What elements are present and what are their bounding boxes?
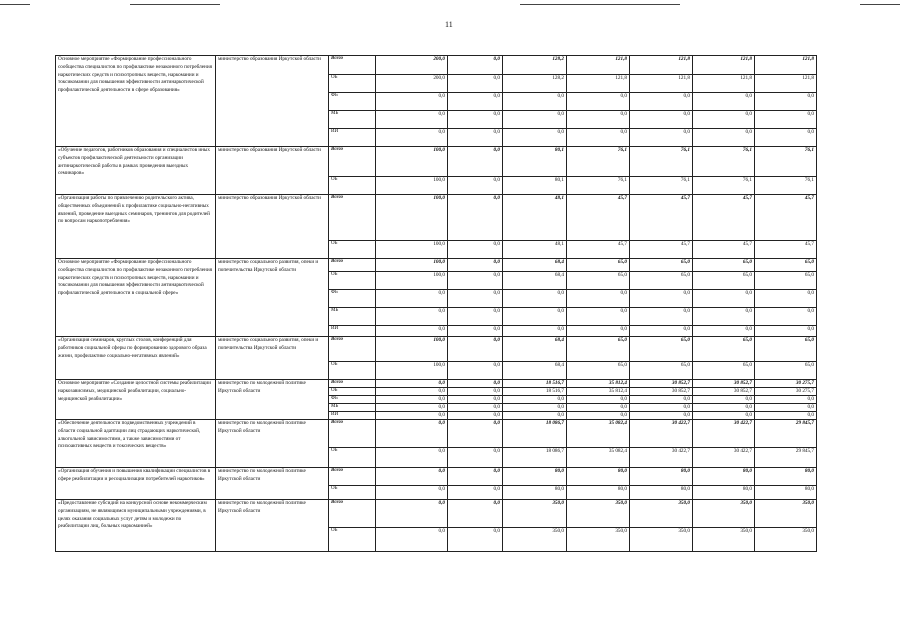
funding-source: ФБ [329, 290, 376, 308]
funding-value: 0,0 [630, 93, 693, 111]
funding-value: 65,0 [755, 272, 817, 290]
page-number: 11 [445, 20, 453, 29]
funding-source: ФБ [329, 93, 376, 111]
funding-value: 0,0 [376, 486, 448, 500]
funding-value: 0,0 [567, 290, 630, 308]
funding-value: 0,0 [448, 56, 503, 75]
funding-value: 0,0 [503, 404, 567, 412]
funding-value: 100,0 [376, 241, 448, 259]
funding-value: 121,8 [755, 56, 817, 75]
funding-value: 121,8 [567, 75, 630, 93]
funding-value: 0,0 [376, 528, 448, 552]
funding-value: 65,0 [693, 337, 755, 362]
funding-value: 0,0 [567, 404, 630, 412]
funding-value: 0,0 [755, 111, 817, 129]
funding-value: 30 852,7 [693, 380, 755, 388]
funding-value: 65,0 [693, 259, 755, 272]
funding-value: 0,0 [567, 111, 630, 129]
funding-source: ФБ [329, 396, 376, 404]
funding-value: 0,0 [630, 290, 693, 308]
funding-value: 30 275,7 [755, 388, 817, 396]
funding-value: 80,0 [630, 468, 693, 486]
funding-value: 76,1 [567, 177, 630, 195]
funding-value: 65,0 [567, 337, 630, 362]
funding-value: 0,0 [448, 195, 503, 241]
funding-value: 45,7 [567, 241, 630, 259]
funding-value: 0,0 [376, 326, 448, 337]
funding-value: 35 082,4 [567, 420, 630, 448]
funding-value: 128,2 [503, 56, 567, 75]
funding-value: 76,1 [693, 147, 755, 177]
funding-value: 48,1 [503, 241, 567, 259]
funding-value: 0,0 [503, 308, 567, 326]
funding-value: 30 422,7 [693, 420, 755, 448]
funding-source: ИИ [329, 412, 376, 420]
funding-value: 68,4 [503, 272, 567, 290]
funding-value: 80,1 [503, 177, 567, 195]
funding-source: Всего [329, 56, 376, 75]
table-row [56, 468, 817, 486]
responsible-executor: министерство по молодежной политике Иркутской области [216, 500, 329, 552]
funding-value: 0,0 [503, 111, 567, 129]
funding-value: 45,7 [693, 241, 755, 259]
funding-source: ОБ [329, 272, 376, 290]
funding-value: 30 852,7 [630, 388, 693, 396]
funding-value: 68,4 [503, 362, 567, 380]
funding-value: 30 422,7 [630, 448, 693, 468]
funding-value: 80,0 [630, 486, 693, 500]
funding-value: 80,1 [503, 147, 567, 177]
funding-value: 0,0 [448, 448, 503, 468]
funding-value: 18 086,7 [503, 420, 567, 448]
funding-value: 350,0 [693, 528, 755, 552]
funding-value: 0,0 [448, 486, 503, 500]
scan-edge-mark [860, 4, 900, 5]
funding-value: 0,0 [448, 404, 503, 412]
funding-value: 350,0 [567, 500, 630, 528]
funding-value: 0,0 [503, 396, 567, 404]
responsible-executor: министерство образования Иркутской области [216, 195, 329, 259]
funding-value: 0,0 [448, 412, 503, 420]
funding-value: 0,0 [376, 420, 448, 448]
funding-value: 0,0 [448, 468, 503, 486]
funding-value: 18 516,7 [503, 388, 567, 396]
funding-value: 65,0 [755, 362, 817, 380]
table-row [56, 56, 817, 75]
funding-value: 350,0 [503, 528, 567, 552]
funding-value: 18 086,7 [503, 448, 567, 468]
funding-value: 0,0 [693, 404, 755, 412]
funding-value: 0,0 [448, 420, 503, 448]
funding-value: 68,4 [503, 337, 567, 362]
funding-value: 200,0 [376, 56, 448, 75]
funding-value: 45,7 [630, 241, 693, 259]
funding-value: 0,0 [630, 308, 693, 326]
funding-value: 0,0 [448, 326, 503, 337]
funding-value: 0,0 [693, 412, 755, 420]
funding-value: 121,8 [567, 56, 630, 75]
funding-value: 350,0 [503, 500, 567, 528]
funding-value: 100,0 [376, 147, 448, 177]
funding-value: 65,0 [567, 362, 630, 380]
funding-value: 0,0 [448, 290, 503, 308]
funding-value: 0,0 [630, 129, 693, 147]
measure-description: «Обеспечение деятельности подведомственных учреждений в области социальной адаптации лиц страдающих наркотической, алкогольной зависимостями, а также зависимостями от психоактивных веществ и токсических веществ» [56, 420, 216, 468]
funding-value: 0,0 [503, 290, 567, 308]
funding-source: Всего [329, 420, 376, 448]
funding-value: 0,0 [693, 290, 755, 308]
budget-table-body [56, 56, 817, 552]
table-row [56, 147, 817, 177]
funding-value: 0,0 [448, 308, 503, 326]
funding-value: 65,0 [630, 362, 693, 380]
funding-value: 350,0 [755, 500, 817, 528]
scan-edge-mark [520, 4, 680, 5]
funding-value: 128,2 [503, 75, 567, 93]
funding-value: 0,0 [376, 412, 448, 420]
funding-source: ОБ [329, 448, 376, 468]
measure-description: Основное мероприятие «Формирование профессионального сообщества специалистов по профилактике незаконного потребления наркотических средств и психотропных веществ, наркомании и токсикомании для повышения эффективности антинаркотической профилактической деятельности в сфере образования» [56, 56, 216, 147]
budget-table [55, 55, 817, 552]
funding-value: 65,0 [755, 337, 817, 362]
table-row [56, 420, 817, 448]
funding-value: 76,1 [755, 147, 817, 177]
funding-source: МБ [329, 111, 376, 129]
funding-value: 350,0 [630, 500, 693, 528]
funding-value: 65,0 [693, 362, 755, 380]
funding-value: 18 516,7 [503, 380, 567, 388]
funding-value: 121,8 [693, 75, 755, 93]
funding-value: 0,0 [448, 147, 503, 177]
funding-value: 80,0 [693, 486, 755, 500]
funding-value: 100,0 [376, 177, 448, 195]
funding-value: 0,0 [376, 468, 448, 486]
funding-value: 45,7 [755, 195, 817, 241]
funding-value: 0,0 [376, 396, 448, 404]
funding-value: 121,8 [693, 56, 755, 75]
table-row [56, 259, 817, 272]
funding-value: 0,0 [630, 111, 693, 129]
funding-source: Всего [329, 380, 376, 388]
funding-value: 0,0 [448, 362, 503, 380]
funding-value: 45,7 [567, 195, 630, 241]
funding-value: 0,0 [448, 241, 503, 259]
funding-value: 0,0 [755, 290, 817, 308]
funding-value: 0,0 [630, 396, 693, 404]
funding-value: 80,0 [503, 468, 567, 486]
funding-value: 0,0 [503, 412, 567, 420]
funding-value: 0,0 [567, 326, 630, 337]
funding-value: 0,0 [567, 129, 630, 147]
funding-value: 80,0 [755, 468, 817, 486]
funding-value: 0,0 [755, 129, 817, 147]
responsible-executor: министерство по молодежной политике Иркутской области [216, 380, 329, 420]
responsible-executor: министерство социального развития, опеки и попечительства Иркутской области [216, 337, 329, 380]
funding-value: 0,0 [755, 326, 817, 337]
funding-value: 30 275,7 [755, 380, 817, 388]
responsible-executor: министерство по молодежной политике Иркутской области [216, 420, 329, 468]
funding-source: ОБ [329, 388, 376, 396]
funding-value: 0,0 [693, 308, 755, 326]
measure-description: Основное мероприятие «Формирование профессионального сообщества специалистов по профилактике незаконного потребления наркотических средств и психотропных веществ, наркомании и токсикомании для повышения эффективности антинаркотической профилактической деятельности в социальной сфере» [56, 259, 216, 337]
funding-value: 0,0 [755, 412, 817, 420]
funding-value: 0,0 [755, 396, 817, 404]
funding-value: 0,0 [448, 500, 503, 528]
funding-value: 65,0 [693, 272, 755, 290]
funding-value: 0,0 [448, 129, 503, 147]
funding-value: 30 422,7 [630, 420, 693, 448]
funding-source: Всего [329, 195, 376, 241]
funding-value: 68,4 [503, 259, 567, 272]
funding-value: 76,1 [630, 177, 693, 195]
funding-value: 0,0 [567, 93, 630, 111]
funding-value: 0,0 [448, 177, 503, 195]
funding-value: 0,0 [448, 111, 503, 129]
measure-description: «Организация обучения и повышения квалификации специалистов в сфере реабилитации и ресоциализации потребителей наркотиков» [56, 468, 216, 500]
scan-edge-mark [0, 4, 30, 5]
funding-value: 0,0 [693, 93, 755, 111]
funding-value: 0,0 [693, 326, 755, 337]
funding-source: Всего [329, 468, 376, 486]
funding-value: 0,0 [693, 129, 755, 147]
funding-value: 0,0 [376, 290, 448, 308]
funding-value: 80,0 [755, 486, 817, 500]
funding-value: 0,0 [693, 111, 755, 129]
funding-value: 35 082,4 [567, 448, 630, 468]
funding-value: 350,0 [693, 500, 755, 528]
funding-value: 0,0 [376, 93, 448, 111]
funding-value: 45,7 [755, 241, 817, 259]
measure-description: «Организация работы по привлечению родительского актива, общественных объединений к профилактике социально-негативных явлений, проведение выездных семинаров, тренингов для родителей по вопросам наркопотребления» [56, 195, 216, 259]
responsible-executor: министерство образования Иркутской области [216, 56, 329, 147]
funding-value: 0,0 [448, 528, 503, 552]
funding-source: ОБ [329, 75, 376, 93]
responsible-executor: министерство по молодежной политике Иркутской области [216, 468, 329, 500]
funding-value: 0,0 [448, 388, 503, 396]
funding-value: 0,0 [376, 500, 448, 528]
funding-value: 76,1 [755, 177, 817, 195]
funding-value: 200,0 [376, 75, 448, 93]
funding-value: 0,0 [755, 404, 817, 412]
funding-value: 45,7 [693, 195, 755, 241]
funding-value: 0,0 [448, 337, 503, 362]
funding-value: 0,0 [503, 93, 567, 111]
funding-source: МБ [329, 308, 376, 326]
funding-value: 0,0 [448, 93, 503, 111]
funding-value: 0,0 [376, 388, 448, 396]
funding-value: 0,0 [376, 380, 448, 388]
funding-value: 35 812,4 [567, 380, 630, 388]
funding-value: 100,0 [376, 337, 448, 362]
table-row [56, 195, 817, 241]
funding-value: 0,0 [448, 75, 503, 93]
measure-description: «Организация семинаров, круглых столов, конференций для работников социальной сферы по формированию здорового образа жизни, профилактике социально-негативных явлений» [56, 337, 216, 380]
funding-value: 65,0 [630, 337, 693, 362]
funding-value: 350,0 [630, 528, 693, 552]
funding-value: 121,8 [755, 75, 817, 93]
funding-value: 65,0 [630, 272, 693, 290]
responsible-executor: министерство социального развития, опеки и попечительства Иркутской области [216, 259, 329, 337]
funding-value: 0,0 [503, 129, 567, 147]
funding-value: 65,0 [567, 259, 630, 272]
funding-source: ОБ [329, 486, 376, 500]
funding-source: ОБ [329, 241, 376, 259]
funding-value: 121,8 [630, 56, 693, 75]
funding-value: 350,0 [755, 528, 817, 552]
funding-value: 0,0 [376, 129, 448, 147]
funding-value: 0,0 [448, 259, 503, 272]
measure-description: «Обучение педагогов, работников образования и специалистов иных субъектов профилактической деятельности организации антинаркотической работы в рамках проведения выездных семинаров» [56, 147, 216, 195]
funding-value: 30 852,7 [630, 380, 693, 388]
funding-source: МБ [329, 404, 376, 412]
funding-value: 121,8 [630, 75, 693, 93]
funding-value: 0,0 [567, 308, 630, 326]
funding-value: 0,0 [755, 308, 817, 326]
funding-value: 80,0 [693, 468, 755, 486]
funding-source: Всего [329, 500, 376, 528]
measure-description: «Предоставление субсидий на конкурсной основе некоммерческим организациям, не являющимся муниципальными учреждениями, в целях оказания социальных услуг детям и молодежи по реабилитации лиц, больных наркоманией» [56, 500, 216, 552]
funding-value: 0,0 [693, 396, 755, 404]
funding-value: 65,0 [755, 259, 817, 272]
funding-value: 350,0 [567, 528, 630, 552]
funding-value: 0,0 [755, 93, 817, 111]
funding-value: 0,0 [448, 380, 503, 388]
funding-value: 30 422,7 [693, 448, 755, 468]
funding-value: 80,0 [503, 486, 567, 500]
funding-source: ИИ [329, 129, 376, 147]
funding-value: 0,0 [376, 404, 448, 412]
funding-value: 65,0 [567, 272, 630, 290]
funding-value: 48,1 [503, 195, 567, 241]
funding-value: 76,1 [567, 147, 630, 177]
responsible-executor: министерство образования Иркутской области [216, 147, 329, 195]
funding-value: 80,0 [567, 468, 630, 486]
funding-source: ОБ [329, 362, 376, 380]
funding-value: 0,0 [567, 412, 630, 420]
funding-value: 0,0 [448, 272, 503, 290]
table-row [56, 380, 817, 388]
funding-source: ОБ [329, 177, 376, 195]
funding-value: 30 852,7 [693, 388, 755, 396]
funding-value: 0,0 [567, 396, 630, 404]
funding-source: ИИ [329, 326, 376, 337]
measure-description: Основное мероприятие «Создание целостной системы реабилитации наркозависимых, медицинской реабилитации, социально-медицинской реабилитации» [56, 380, 216, 420]
funding-value: 0,0 [630, 326, 693, 337]
table-row [56, 337, 817, 362]
funding-value: 0,0 [448, 396, 503, 404]
funding-value: 0,0 [630, 412, 693, 420]
scan-edge-mark [130, 4, 220, 5]
funding-value: 100,0 [376, 362, 448, 380]
funding-value: 35 812,4 [567, 388, 630, 396]
funding-value: 29 845,7 [755, 420, 817, 448]
funding-source: ОБ [329, 528, 376, 552]
funding-value: 100,0 [376, 272, 448, 290]
funding-source: Всего [329, 337, 376, 362]
funding-value: 0,0 [376, 111, 448, 129]
funding-value: 0,0 [376, 448, 448, 468]
funding-value: 29 845,7 [755, 448, 817, 468]
funding-value: 0,0 [630, 404, 693, 412]
funding-value: 100,0 [376, 259, 448, 272]
funding-value: 100,0 [376, 195, 448, 241]
funding-value: 76,1 [693, 177, 755, 195]
table-row [56, 500, 817, 528]
funding-source: Всего [329, 147, 376, 177]
funding-value: 65,0 [630, 259, 693, 272]
funding-value: 0,0 [503, 326, 567, 337]
funding-value: 0,0 [376, 308, 448, 326]
funding-value: 76,1 [630, 147, 693, 177]
funding-source: Всего [329, 259, 376, 272]
funding-value: 45,7 [630, 195, 693, 241]
funding-value: 80,0 [567, 486, 630, 500]
